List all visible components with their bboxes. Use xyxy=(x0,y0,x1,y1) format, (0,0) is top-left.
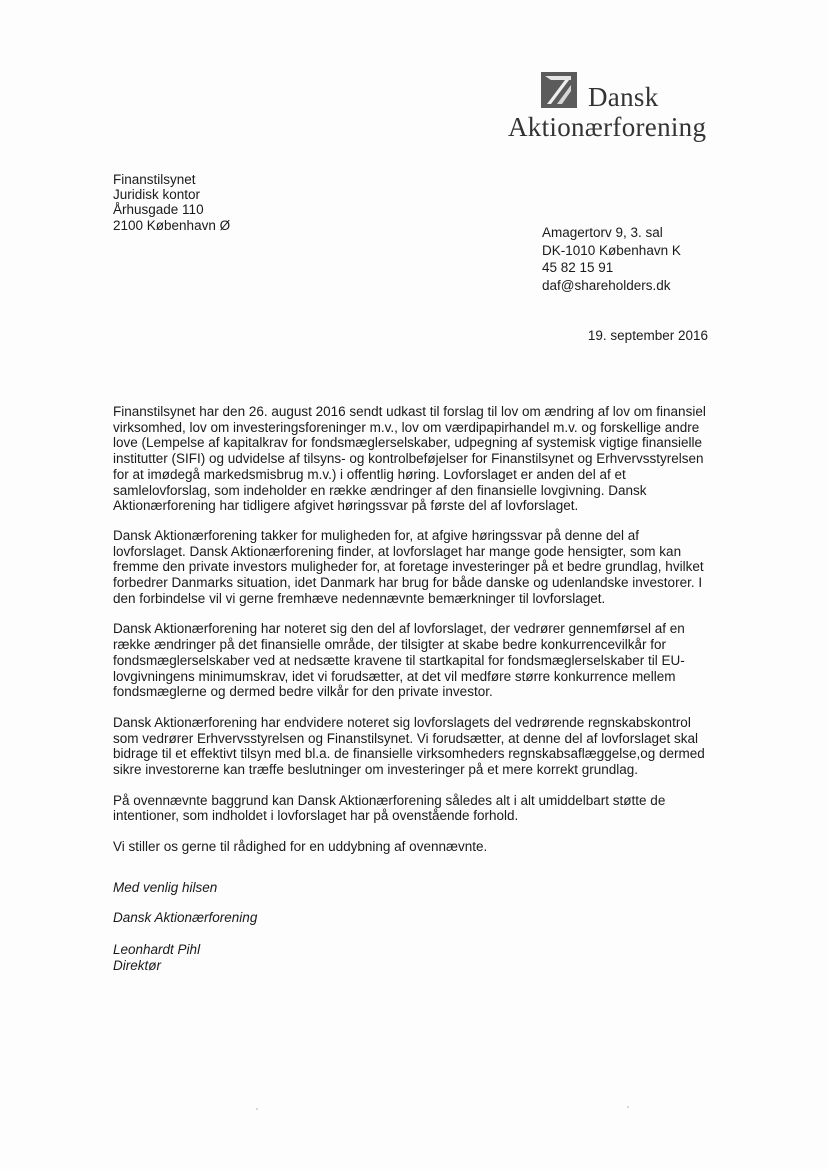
recipient-line: Juridisk kontor xyxy=(113,187,201,203)
recipient-line: 2100 København Ø xyxy=(113,217,231,233)
letter-body xyxy=(113,404,713,870)
logo-text-line1: Dansk xyxy=(588,82,659,112)
sender-line: 45 82 15 91 xyxy=(542,260,614,275)
letter-date: 19. september 2016 xyxy=(587,328,708,343)
body-paragraph: På ovennævnte baggrund kan Dansk Aktionærforening således alt i alt umiddelbart støtte de intentioner, som indholdet i lovforslaget har på ovenstående forhold. xyxy=(113,792,666,824)
sender-line: Amagertorv 9, 3. sal xyxy=(542,225,663,240)
body-paragraph: Vi stiller os gerne til rådighed for en uddybning af ovennævnte. xyxy=(113,839,488,855)
signatory-name: Leonhardt Pihl xyxy=(113,942,201,957)
logo-mark-icon xyxy=(541,72,577,108)
sender-line: DK-1010 København K xyxy=(542,242,681,258)
scan-speck xyxy=(256,1108,258,1110)
sender-address xyxy=(542,224,681,294)
sender-email: daf@shareholders.dk xyxy=(542,277,671,293)
body-paragraph: Finanstilsynet har den 26. august 2016 sendt udkast til forslag til lov om ændring af lov om finansiel virksomhed, lov om investeringsforeninger m.v., lov om værdipapirhandel m.v. og forskellige andre love (Lempelse af kapitalkrav for fondsmæglerselskaber, udpegning af systemisk vigtige finansielle institutter (SIFI) og udvidelse af tilsyns- og kontrolbeføjelser for Finanstilsynet og Erhvervsstyrelsen for at imødegå markedsmisbrug m.v.) i offentlig høring. Lovforslaget er anden del af et samlelovforslag, som indeholder en række ændringer af den finansielle lovgivning. Dansk Aktionærforening har tidligere afgivet høringssvar på første del af lovforslaget. xyxy=(113,404,706,514)
closing-greeting: Med venlig hilsen xyxy=(113,880,218,895)
logo-text-line2: Aktionærforening xyxy=(508,112,707,142)
body-paragraph: Dansk Aktionærforening har noteret sig den del af lovforslaget, der vedrører gennemførsel af en række ændringer på det finansielle område, der tilsigter at skabe bedre konkurrencevilkår for fondsmæglerselskaber ved at nedsætte kravene til startkapital for fondsmæglerselskaber til EU-lovgivningens minimumskrav, idet vi forudsætter, at det vil medføre større konkurrence mellem fondsmæglerne og dermed bedre vilkår for den private investor. xyxy=(113,621,685,700)
signatory-title: Direktør xyxy=(113,958,161,973)
body-paragraph: Dansk Aktionærforening takker for muligheden for, at afgive høringssvar på denne del af lovforslaget. Dansk Aktionærforening finder, at lovforslaget har mange gode hensigter, som kan fremme den private investors muligheder for, at foretage investeringer på et bedre grundlag, hvilket forbedrer Danmarks situation, idet Danmark har brug for både danske og udenlandske investorer. I den forbindelse vil vi gerne fremhæve nedennævnte bemærkninger til lovforslaget. xyxy=(113,527,704,606)
body-paragraph: Dansk Aktionærforening har endvidere noteret sig lovforslagets del vedrørende regnskabskontrol som vedrører Erhvervsstyrelsen og Finanstilsynet. Vi forudsætter, at denne del af lovforslaget skal bidrage til et effektivt tilsyn med bl.a. de finansielle virksomheders regnskabsaflæggelse,og dermed sikre investorerne kan træffe beslutninger om investeringer på et mere korrekt grundlag. xyxy=(113,714,705,778)
scan-speck xyxy=(627,1106,629,1108)
recipient-line: Finanstilsynet xyxy=(113,172,196,187)
recipient-address xyxy=(113,172,230,233)
recipient-line: Århusgade 110 xyxy=(113,202,204,218)
closing-organization: Dansk Aktionærforening xyxy=(113,910,258,925)
organization-logo xyxy=(508,72,718,152)
